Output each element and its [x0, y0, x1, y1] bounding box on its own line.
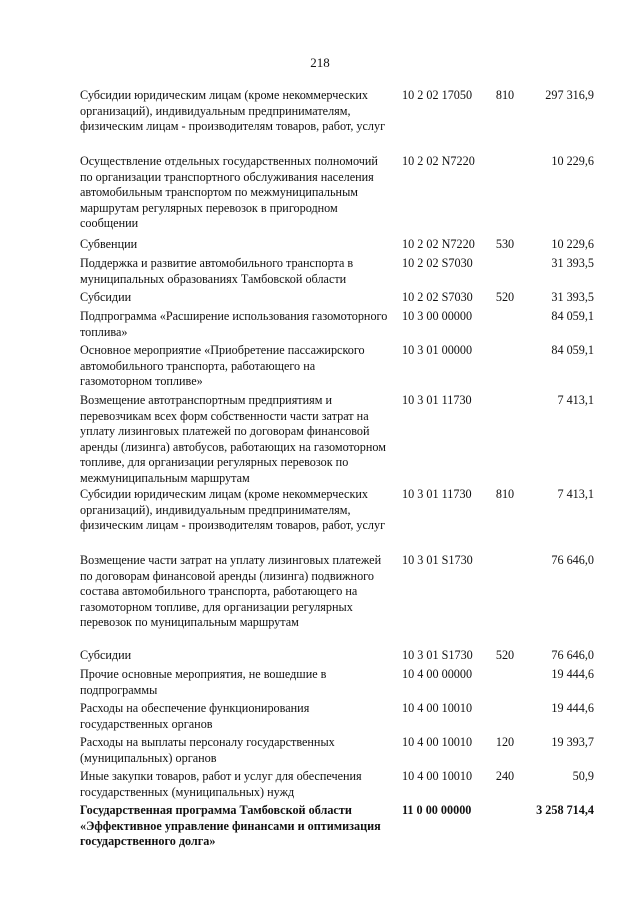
- table-row: [0, 667, 640, 701]
- table-row: [0, 769, 640, 803]
- item-code: 10 4 00 10010: [402, 769, 473, 783]
- item-name: Подпрограмма «Расширение использования газомоторного топлива»: [80, 309, 388, 339]
- expense-type: 810: [495, 88, 515, 102]
- table-row: [0, 309, 640, 343]
- item-code: 11 0 00 00000: [402, 803, 472, 817]
- item-code: 10 4 00 00000: [402, 667, 473, 681]
- expense-type: 530: [495, 237, 515, 251]
- table-row: [0, 553, 640, 648]
- expense-type: 240: [495, 769, 515, 783]
- item-amount: 84 059,1: [551, 309, 594, 323]
- table-row: [0, 88, 640, 154]
- item-amount: 10 229,6: [551, 154, 594, 168]
- table-row: [0, 701, 640, 735]
- item-name: Иные закупки товаров, работ и услуг для обеспечения государственных (муниципальных) нужд: [80, 769, 362, 799]
- item-name: Основное мероприятие «Приобретение пассажирского автомобильного транспорта, работающего на газомоторном топливе»: [80, 343, 365, 388]
- item-name: Субсидии: [80, 290, 132, 304]
- item-code: 10 2 02 S7030: [402, 290, 473, 304]
- table-row-program-total: [0, 803, 640, 853]
- item-amount: 31 393,5: [551, 256, 594, 270]
- table-row: [0, 154, 640, 237]
- item-amount: 76 646,0: [551, 648, 594, 662]
- item-name: Осуществление отдельных государственных полномочий по организации транспортного обслуживания населения автомобильным транспортом по межмуниципальным маршрутам регулярных перевозок в пригородном сообщении: [80, 154, 378, 230]
- item-amount: 31 393,5: [551, 290, 594, 304]
- item-code: 10 2 02 N7220: [402, 154, 475, 168]
- table-row: [0, 648, 640, 667]
- item-code: 10 2 02 17050: [402, 88, 473, 102]
- item-code: 10 3 01 S1730: [402, 648, 473, 662]
- item-code: 10 3 01 11730: [402, 487, 472, 501]
- table-row: [0, 393, 640, 487]
- item-amount: 297 316,9: [545, 88, 594, 102]
- item-name: Возмещение автотранспортным предприятиям и перевозчикам всех форм собственности части затрат на уплату лизинговых платежей по договорам финансовой аренды (лизинга) автобусов, работающих на газомоторном топливе, для организации регулярных перевозок по межмуниципальным маршрутам: [80, 393, 386, 485]
- item-name: Государственная программа Тамбовской области «Эффективное управление финансами и оптимизация государственного долга»: [80, 803, 381, 848]
- expense-type: 810: [495, 487, 515, 501]
- item-amount: 7 413,1: [557, 393, 594, 407]
- item-code: 10 2 02 S7030: [402, 256, 473, 270]
- item-amount: 76 646,0: [551, 553, 594, 567]
- page-number: 218: [310, 55, 330, 70]
- item-name: Субсидии: [80, 648, 132, 662]
- table-row: [0, 256, 640, 290]
- item-name: Субсидии юридическим лицам (кроме некоммерческих организаций), индивидуальным предпринимателям, физическим лицам - производителям товаров, работ, услуг: [80, 88, 386, 133]
- item-code: 10 4 00 10010: [402, 735, 473, 749]
- table-row: [0, 237, 640, 256]
- item-amount: 84 059,1: [551, 343, 594, 357]
- item-amount: 19 444,6: [551, 667, 594, 681]
- item-code: 10 2 02 N7220: [402, 237, 475, 251]
- item-amount: 7 413,1: [557, 487, 594, 501]
- item-name: Расходы на обеспечение функционирования государственных органов: [80, 701, 310, 731]
- item-code: 10 4 00 10010: [402, 701, 473, 715]
- item-amount: 10 229,6: [551, 237, 594, 251]
- item-amount: 19 393,7: [551, 735, 594, 749]
- item-code: 10 3 00 00000: [402, 309, 473, 323]
- item-amount: 50,9: [572, 769, 594, 783]
- budget-table: [0, 88, 640, 853]
- item-amount: 3 258 714,4: [536, 803, 594, 817]
- item-code: 10 3 01 00000: [402, 343, 473, 357]
- item-name: Возмещение части затрат на уплату лизинговых платежей по договорам финансовой аренды (лизинга) подвижного состава автомобильного транспорта, работающего на газомоторном топливе, для организации регулярных перевозок по муниципальным маршрутам: [80, 553, 382, 629]
- item-name: Прочие основные мероприятия, не вошедшие в подпрограммы: [80, 667, 327, 697]
- item-name: Субсидии юридическим лицам (кроме некоммерческих организаций), индивидуальным предпринимателям, физическим лицам - производителям товаров, работ, услуг: [80, 487, 386, 532]
- item-name: Поддержка и развитие автомобильного транспорта в муниципальных образованиях Тамбовской области: [80, 256, 354, 286]
- table-row: [0, 487, 640, 553]
- table-row: [0, 343, 640, 393]
- item-code: 10 3 01 11730: [402, 393, 472, 407]
- item-amount: 19 444,6: [551, 701, 594, 715]
- table-row: [0, 290, 640, 309]
- expense-type: 520: [495, 648, 515, 662]
- expense-type: 120: [495, 735, 515, 749]
- item-name: Субвенции: [80, 237, 138, 251]
- expense-type: 520: [495, 290, 515, 304]
- item-name: Расходы на выплаты персоналу государственных (муниципальных) органов: [80, 735, 335, 765]
- item-code: 10 3 01 S1730: [402, 553, 473, 567]
- table-row: [0, 735, 640, 769]
